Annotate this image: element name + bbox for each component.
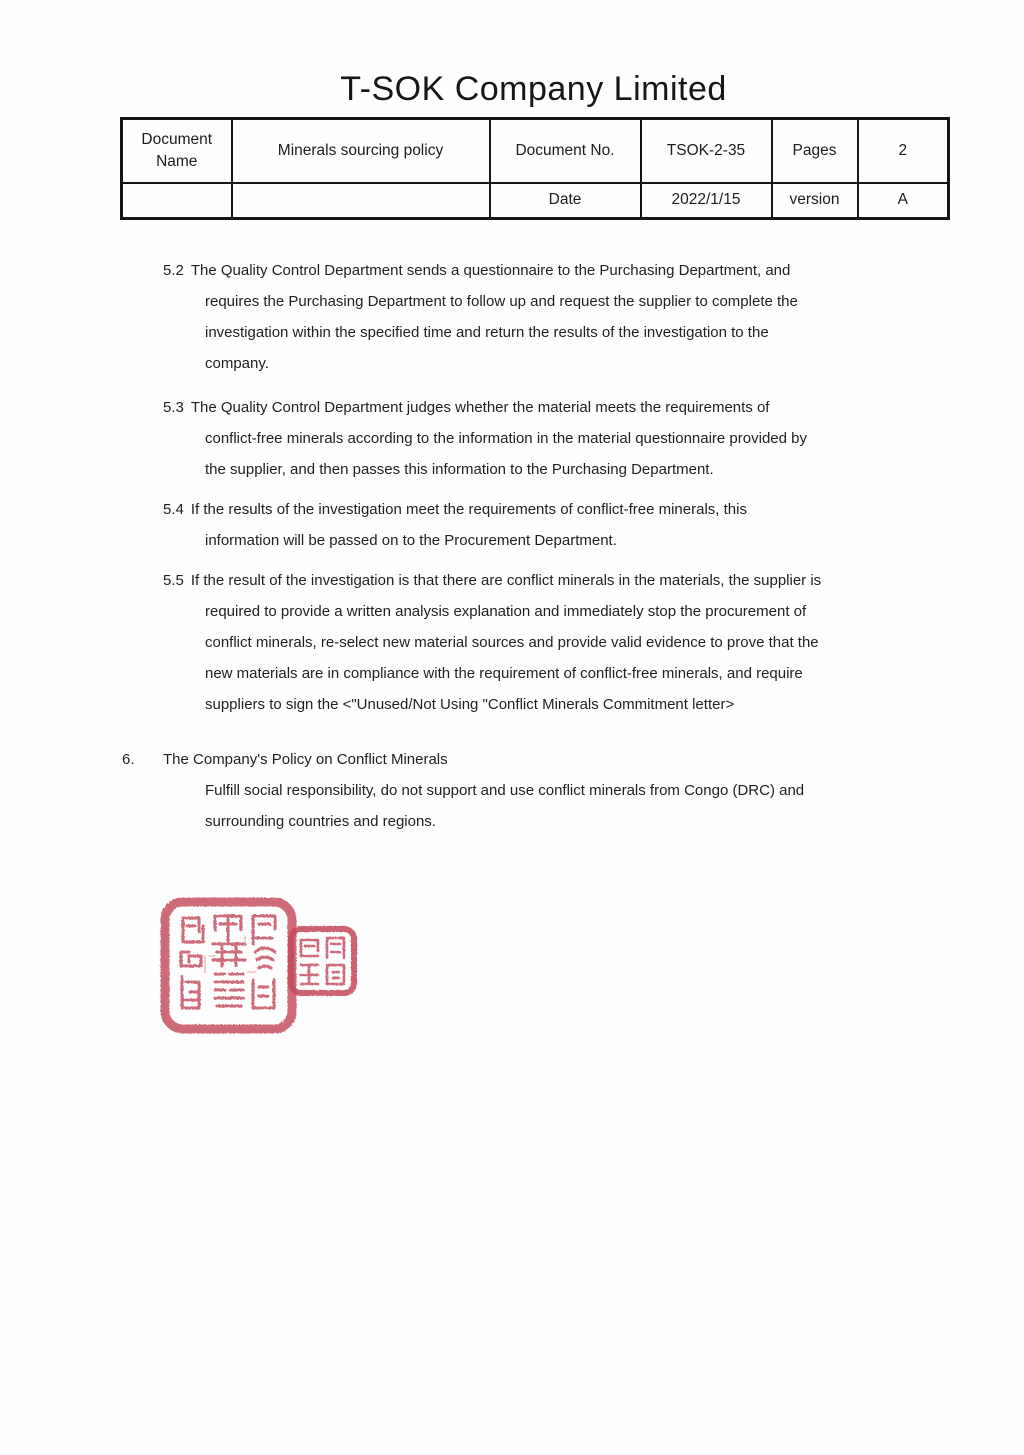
section-6 bbox=[121, 744, 981, 837]
cell-version-label: version bbox=[772, 183, 858, 219]
section-text-line: The Quality Control Department sends a questionnaire to the Purchasing Department, and bbox=[190, 262, 791, 279]
section-text-line: Fulfill social responsibility, do not support and use conflict minerals from Congo (DRC) and bbox=[205, 782, 805, 799]
cell-document-no-value: TSOK-2-35 bbox=[641, 119, 772, 183]
document-header-table bbox=[120, 117, 950, 220]
cell-date-value: 2022/1/15 bbox=[641, 183, 772, 219]
section-text-line: investigation within the specified time and return the results of the investigation to the bbox=[205, 324, 769, 341]
section-number: 5.3 bbox=[163, 399, 184, 416]
cell-empty-1 bbox=[122, 183, 232, 219]
section-number: 6. bbox=[122, 751, 135, 768]
section-text-line: surrounding countries and regions. bbox=[205, 813, 436, 830]
section-text-line: requires the Purchasing Department to follow up and request the supplier to complete the bbox=[205, 293, 798, 310]
section-text-line: suppliers to sign the <"Unused/Not Using "Conflict Minerals Commitment letter> bbox=[205, 696, 735, 713]
section-text-line: information will be passed on to the Procurement Department. bbox=[205, 532, 617, 549]
page-title: T-SOK Company Limited bbox=[340, 70, 727, 108]
section-text-line: The Quality Control Department judges whether the material meets the requirements of bbox=[190, 399, 770, 416]
section-text-line: conflict-free minerals according to the information in the material questionnaire provided by bbox=[205, 430, 807, 447]
section-number: 5.5 bbox=[163, 572, 184, 589]
section-5-3 bbox=[121, 392, 981, 485]
cell-document-name-value: Minerals sourcing policy bbox=[232, 119, 490, 183]
section-number: 5.2 bbox=[163, 262, 184, 279]
section-text-line: company. bbox=[205, 355, 269, 372]
section-text-line: If the result of the investigation is that there are conflict minerals in the materials, the supplier is bbox=[190, 572, 822, 589]
cell-document-no-label: Document No. bbox=[490, 119, 641, 183]
cell-version-value: A bbox=[858, 183, 949, 219]
section-5-4 bbox=[121, 494, 981, 556]
cell-pages-label: Pages bbox=[772, 119, 858, 183]
cell-date-label: Date bbox=[490, 183, 641, 219]
section-text-line: If the results of the investigation meet the requirements of conflict-free minerals, this bbox=[190, 501, 747, 518]
cell-document-name-label: Document Name bbox=[122, 119, 232, 183]
cell-empty-2 bbox=[232, 183, 490, 219]
section-heading: The Company's Policy on Conflict Minerals bbox=[163, 751, 448, 768]
section-number: 5.4 bbox=[163, 501, 184, 518]
section-text-line: new materials are in compliance with the requirement of conflict-free minerals, and require bbox=[205, 665, 803, 682]
section-5-5 bbox=[121, 565, 981, 720]
cell-pages-value: 2 bbox=[858, 119, 949, 183]
company-seal-large-icon bbox=[159, 896, 298, 1035]
document-body bbox=[121, 255, 981, 837]
company-seal-small-icon bbox=[287, 925, 358, 997]
section-text-line: required to provide a written analysis explanation and immediately stop the procurement of bbox=[205, 603, 807, 620]
section-text-line: conflict minerals, re-select new material sources and provide valid evidence to prove that the bbox=[205, 634, 819, 651]
section-5-2 bbox=[121, 255, 981, 379]
section-text-line: the supplier, and then passes this information to the Purchasing Department. bbox=[205, 461, 714, 478]
